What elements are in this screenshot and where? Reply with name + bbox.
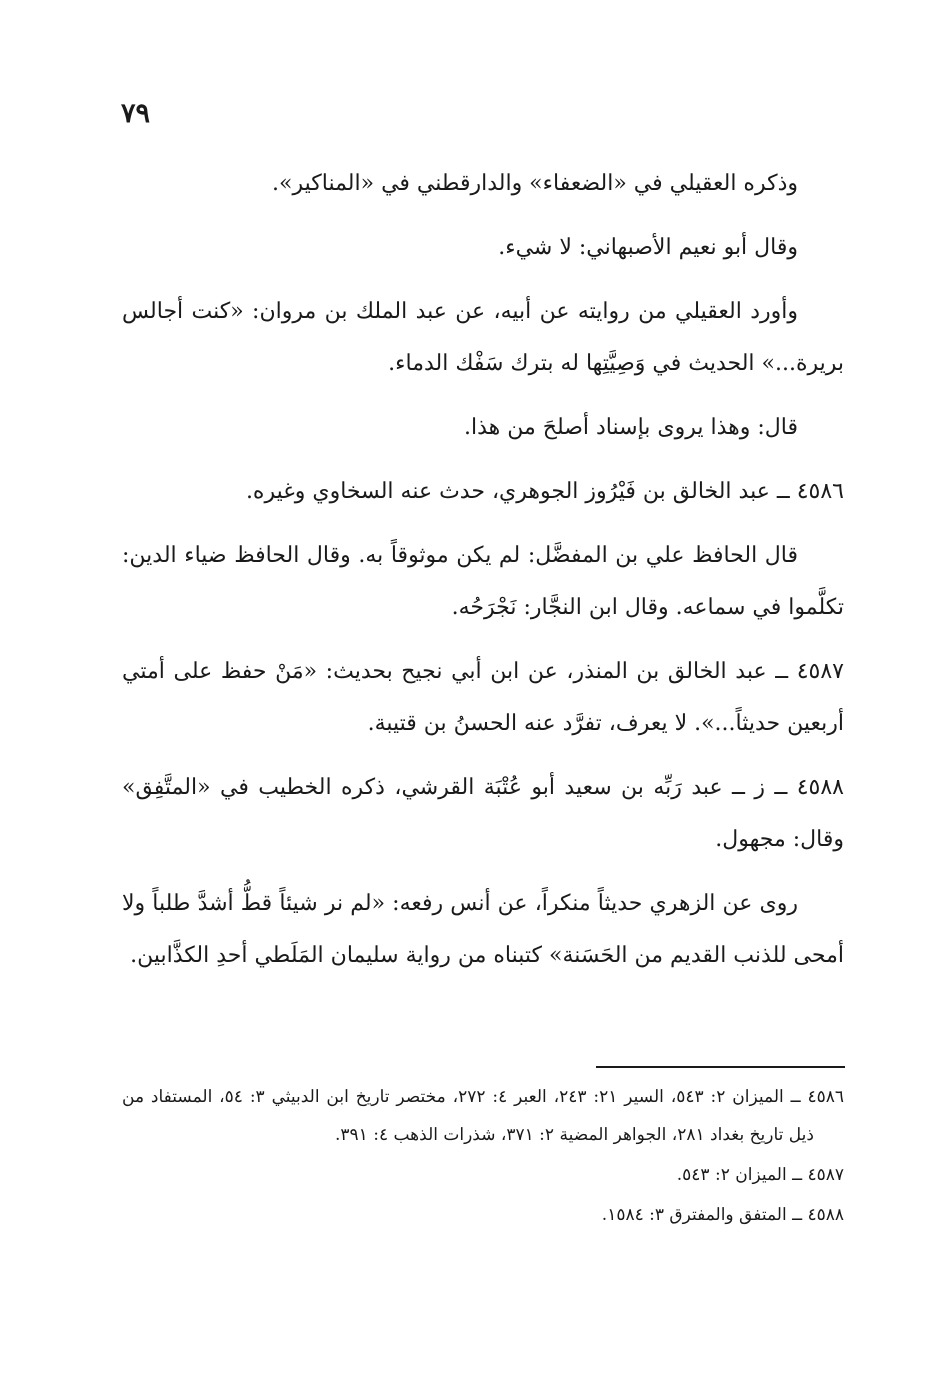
footnote-4588: ٤٥٨٨ ــ المتفق والمفترق ٣: ١٥٨٤. bbox=[601, 1205, 844, 1225]
paragraph: وذكره العقيلي في «الضعفاء» والدارقطني في «المناكير». bbox=[272, 171, 798, 196]
page-number: ٧٩ bbox=[121, 98, 151, 129]
paragraph: وأورد العقيلي من روايته عن أبيه، عن عبد الملك بن مروان: «كنت أجالس بريرة...» الحديث في وَصِيَّتِها له بترك سَفْك الدماء. bbox=[122, 299, 844, 376]
footnote-4586: ٤٥٨٦ ــ الميزان ٢: ٥٤٣، السير ٢١: ٢٤٣، العبر ٤: ٢٧٢، مختصر تاريخ ابن الدبيثي ٣: ٥٤، المستفاد من ذيل تاريخ بغداد ٢٨١، الجواهر المضية ٢: ٣٧١، شذرات الذهب ٤: ٣٩١. bbox=[122, 1087, 844, 1145]
paragraph: وقال أبو نعيم الأصبهاني: لا شيء. bbox=[498, 235, 798, 260]
paragraph: قال الحافظ علي بن المفضَّل: لم يكن موثوقاً به. وقال الحافظ ضياء الدين: تكلَّموا في سماعه. وقال ابن النجَّار: نَجْرَحُه. bbox=[122, 543, 844, 620]
entry-4586-heading: ٤٥٨٦ ــ عبد الخالق بن فَيْرُوز الجوهري، حدث عنه السخاوي وغيره. bbox=[245, 479, 844, 504]
main-text bbox=[122, 158, 844, 994]
paragraph: روى عن الزهري حديثاً منكراً، عن أنس رفعه: «لم نر شيئاً قطُّ أشدَّ طلباً ولا أمحى للذنب القديم من الحَسَنة» كتبناه من رواية سليمان المَلَطي أحدِ الكذَّابين. bbox=[122, 891, 844, 968]
paragraph: قال: وهذا يروى بإسناد أصلحَ من هذا. bbox=[463, 415, 798, 440]
entry-4588: ٤٥٨٨ ــ ز ــ عبد رَبِّه بن سعيد أبو عُتْبَة القرشي، ذكره الخطيب في «المتَّفِق» وقال: مجهول. bbox=[122, 775, 844, 852]
entry-4587: ٤٥٨٧ ــ عبد الخالق بن المنذر، عن ابن أبي نجيح بحديث: «مَنْ حفظ على أمتي أربعين حديثاً...». لا يعرف، تفرَّد عنه الحسنُ بن قتيبة. bbox=[122, 659, 844, 736]
footnote-separator bbox=[596, 1066, 845, 1068]
footnotes bbox=[122, 1078, 844, 1236]
footnote-4587: ٤٥٨٧ ــ الميزان ٢: ٥٤٣. bbox=[676, 1165, 844, 1185]
